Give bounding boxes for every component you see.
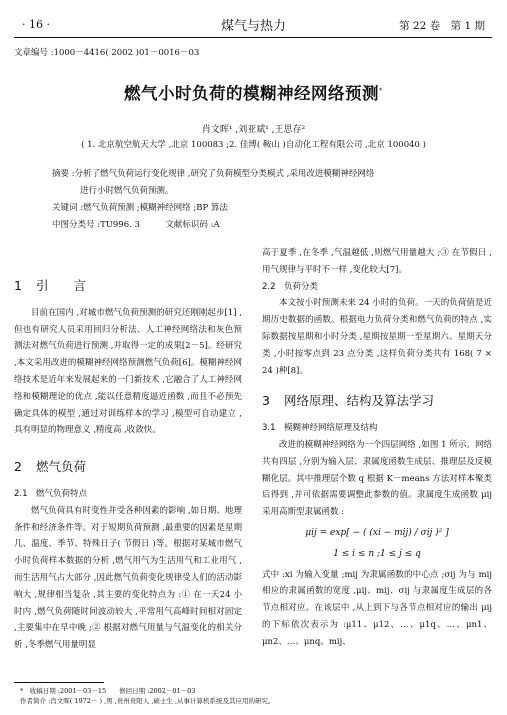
- subsection-heading: 3.1 模糊神经网络原理及结构: [262, 423, 378, 434]
- paragraph: 目前在国内 ,对城市燃气负荷预测的研究还刚刚起步[1] ,但也有研究人员采用回归分析法、人工神经网络法和灰色预测法对燃气负荷进行预测 ,并取得一定的成果[2－5]。经研究 ,本文采用改进的模糊神经网络预测燃气负荷[6]。模糊神经网络技术是近年来发展起来的一门新技术 ,它融合了人工神经网络和模糊理论的优点 ,能以任意精度逼近函数 ,而且不必预先确定具体的模型 ,通过对训练样本的学习 ,模型可自动建立 ,具有明显的物理意义 ,精度高 ,收敛快。: [14, 307, 242, 436]
- paper-title: [0, 80, 507, 104]
- volume-issue: 第 22 卷 第 1 期: [399, 20, 485, 32]
- footnote-line: * 收稿日期 :2001－03－15 修回日期 :2002－01－03: [20, 687, 196, 695]
- paragraph: 本文按小时预测未来 24 小时的负荷。一天的负荷值是近期历史数据的函数。根据电力负荷分类和燃气负荷的特点 ,实际数据按星期和小时分类 ,星期按星期一至星期六、星期天分类 ,小时按零点到 23 点分类 ,这样负荷分类共有 168( 7 × 24 )种[8]。: [262, 298, 492, 376]
- paragraph: 改进的模糊神经网络为一个四层网络 ,如图 1 所示。网络共有四层 ,分别为输入层、隶属度函数生成层、推理层及反模糊化层。其中推理层个数 q 根据 K－means 方法对样本聚类后得到 ,并可依据需要调整此参数的值。隶属度生成函数 μij 采用高斯型隶属函数 :: [262, 439, 492, 518]
- paragraph: 高于夏季 ,在冬季 ,气温越低 ,则燃气用量越大 ;③ 在节假日 ,用气规律与平时不一样 ,变化较大[7]。: [262, 248, 492, 275]
- subsection-heading: 2.2 负荷分类: [262, 281, 319, 292]
- equation-condition: 1 ≤ i ≤ n ;1 ≤ j ≤ q: [333, 548, 421, 559]
- paragraph: 燃气负荷具有时变性并受各种因素的影响 ,如日期、地理条件和经济条件等。对于短期负荷预测 ,最重要的因素是星期几、温度、季节、特殊日子( 节假日 )等。根据对某城市燃气小时负荷样本数据的分析 ,燃气用气为生活用气和工业用气 ,而生活用气占大部分 ,因此燃气负荷变化规律受人们的活动影响大 ,规律相当复杂 ,其主要的变化特点为 :① 在一天24 小时内 ,燃气负荷随时间波动较大 ,平常用气高峰时间相对固定 ,主要集中在早中晚 ;② 根据对燃气用量与气温变化的相关分析 ,冬季燃气用量明显: [14, 505, 242, 651]
- running-header: [0, 18, 507, 38]
- equation: μij = exp[ − ( (xi − mij) / σij )² ]: [305, 527, 449, 538]
- abstract-line: 进行小时燃气负荷预测。: [80, 186, 174, 196]
- title-text: 燃气小时负荷的模糊神经网络预测: [124, 84, 379, 103]
- subsection-heading: 2.1 燃气负荷特点: [14, 488, 88, 499]
- abstract-block: [52, 166, 462, 234]
- section-heading: 1 引 言: [14, 278, 87, 293]
- right-column: [262, 245, 492, 651]
- section-heading: 3 网络原理、结构及算法学习: [262, 393, 435, 409]
- keywords: 关键词 :燃气负荷预测 ;模糊神经网络 ;BP 算法: [52, 203, 228, 213]
- classification: 中图分类号 :TU996. 3 文献标识码 :A: [52, 220, 220, 230]
- footnote: [20, 686, 275, 706]
- footnote-rule: [14, 682, 104, 683]
- abstract-line: 摘要 :分析了燃气负荷运行变化规律 ,研究了负荷模型分类模式 ,采用改进模糊神经网络: [52, 169, 375, 179]
- page-number: · 16 ·: [22, 18, 50, 31]
- affiliation: ( 1. 北京航空航天大学 ,北京 100083 ;2. 佳博( 鞍山 )自动化工程有限公司 ,北京 100040 ): [81, 140, 426, 150]
- paragraph: 式中 :xi 为输入变量 ;mij 为隶属函数的中心点 ;σij 为与 mij 相应的隶属函数的宽度 ,μij、mij、σij 与隶属度生成层的各节点相对应。在该层中 ,从上到下与各节点相对应的输出 μij 的下标依次表示为 :μ11、μ12、…、μ1q、…、μn1、μn2、…、μnq。mij、: [262, 569, 492, 647]
- left-column: [14, 268, 242, 654]
- article-number: 文章编号 :1000－4416( 2002 )01－0016－03: [14, 48, 200, 58]
- authors: 肖文晖¹ ,刘亚斌¹ ,王思存²: [201, 125, 306, 135]
- title-footnote-mark: *: [379, 86, 383, 95]
- header-rule: [14, 37, 492, 38]
- section-heading: 2 燃气负荷: [14, 459, 87, 475]
- journal-name: 煤气与热力: [220, 19, 286, 34]
- footnote-line: 作者简介 :肖文晖( 1972－ ) ,男 ,贵州贵阳人 ,硕士生 ,从事计算机系统及其应用的研究。: [20, 697, 275, 705]
